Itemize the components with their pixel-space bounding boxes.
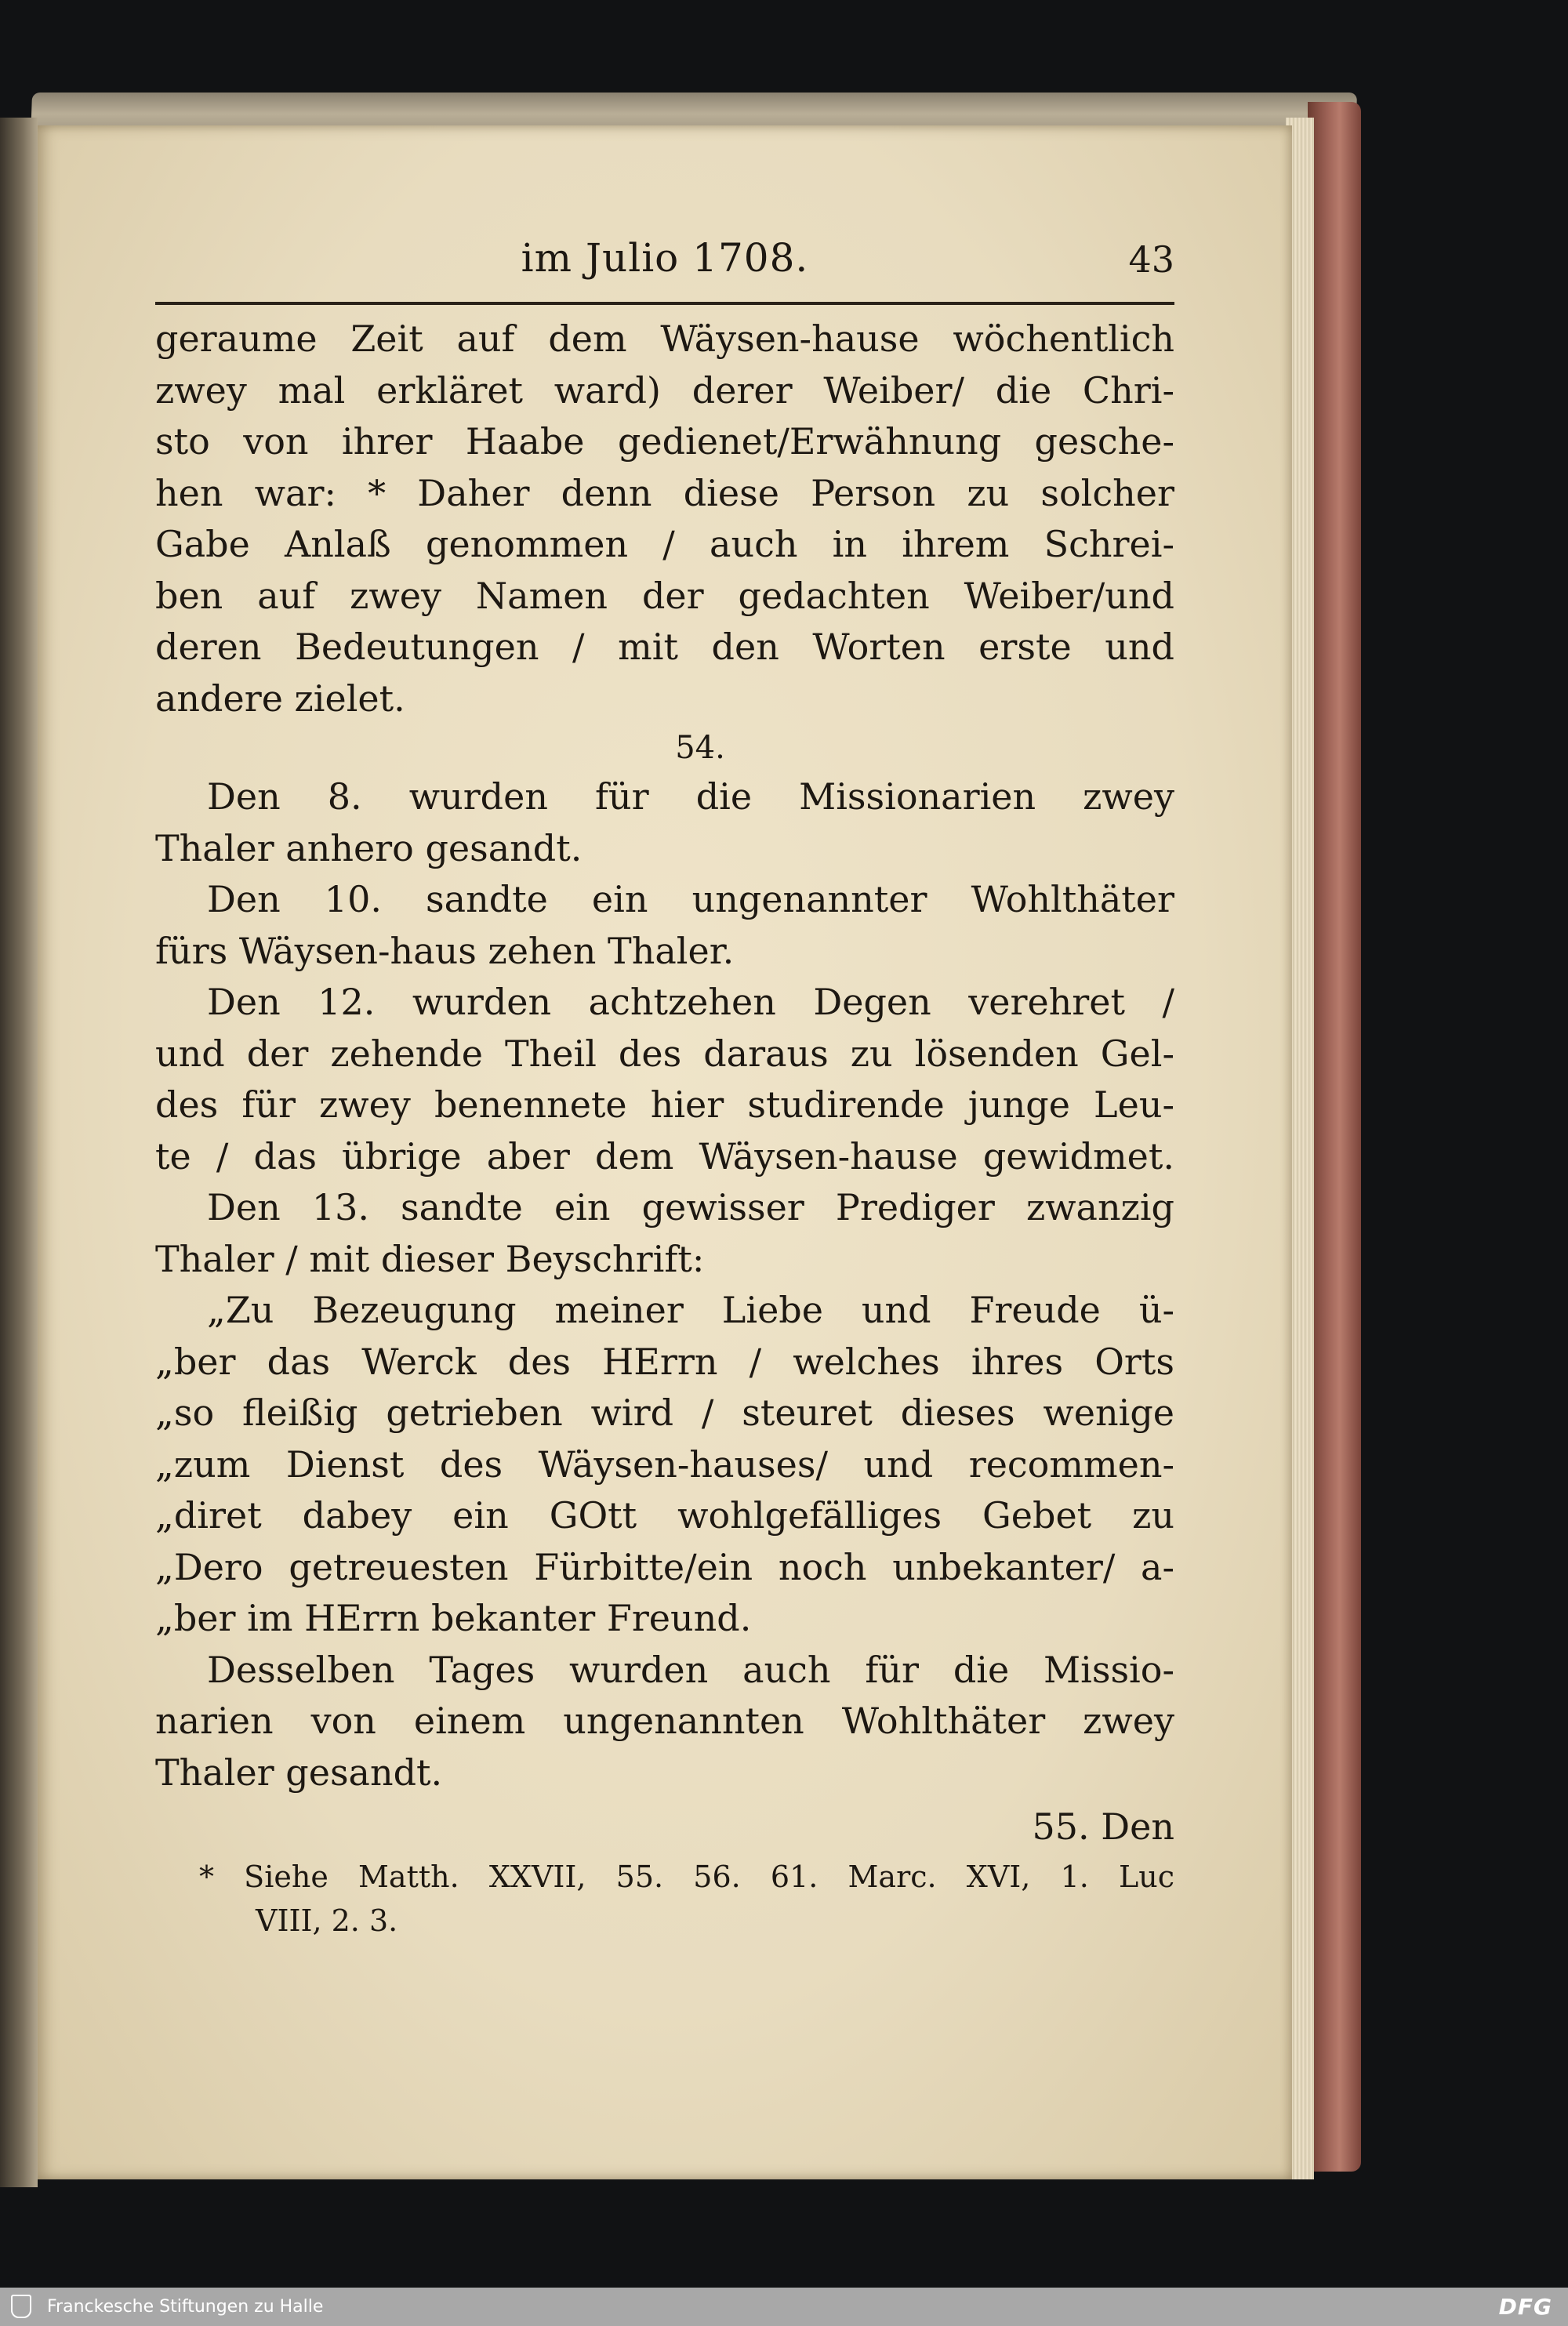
text-line: te / das übrige aber dem Wäysen-hause gewidmet. [155,1134,1174,1178]
text-line: geraume Zeit auf dem Wäysen-hause wöchentlich [155,318,1174,360]
text-line: Den 8. wurden für die Missionarien zwey [207,775,1174,818]
institution-logo-icon [11,2295,31,2318]
text-block [155,227,1174,1943]
book-page [38,125,1292,2179]
text-line: andere zielet. [155,677,405,720]
text-line: ben auf zwey Namen der gedachten Weiber/und [155,574,1174,617]
book-cover-edge [1308,102,1361,2172]
running-head-title: im Julio 1708. [521,235,809,281]
text-line: des für zwey benennete hier studirende junge Leu- [155,1083,1174,1126]
text-line: sto von ihrer Haabe gedienet/Erwähnung gesche- [155,420,1174,463]
section-number: 54. [675,730,725,766]
text-line: Thaler gesandt. [155,1751,443,1794]
viewer-footer [0,2288,1568,2326]
text-line: Gabe Anlaß genommen / auch in ihrem Schrei- [155,523,1174,565]
quote-line: „zum Dienst des Wäysen-hauses/ und recommen- [155,1442,1174,1486]
body-text [155,314,1174,1943]
text-line: Den 12. wurden achtzehen Degen verehret / [207,981,1174,1023]
quote-line: „ber im HErrn bekanter Freund. [155,1597,752,1639]
quote-line: „so fleißig getrieben wird / steuret dieses wenige [155,1392,1174,1434]
text-line: Den 13. sandte ein gewisser Prediger zwanzig [207,1186,1174,1228]
institution-name: Franckesche Stiftungen zu Halle [47,2297,324,2317]
text-line: Thaler anhero gesandt. [155,826,583,869]
book-gutter [0,118,38,2187]
footnote-line: VIII, 2. 3. [256,1903,398,1938]
text-line: fürs Wäysen-haus zehen Thaler. [155,929,735,972]
text-line: Thaler / mit dieser Beyschrift: [155,1237,705,1280]
footnote [155,1855,1174,1943]
text-line: hen war: * Daher denn diese Person zu solcher [155,471,1174,514]
text-line: narien von einem ungenannten Wohlthäter zwey [155,1700,1174,1742]
quote-line: „diret dabey ein GOtt wohlgefälliges Gebet zu [155,1494,1174,1537]
text-line: deren Bedeutungen / mit den Worten erste und [155,626,1174,668]
text-line: Den 10. sandte ein ungenannter Wohlthäter [207,878,1174,920]
quote-line: „Dero getreuesten Fürbitte/ein noch unbekanter/ a- [155,1545,1174,1588]
quote-line: „ber das Werck des HErrn / welches ihres Orts [155,1340,1174,1383]
header-rule [155,302,1174,305]
dfg-logo: DFG [1498,2294,1552,2320]
text-line: zwey mal erkläret ward) derer Weiber/ die Chri- [155,368,1174,412]
text-line: Desselben Tages wurden auch für die Missio- [207,1648,1174,1691]
page-number: 43 [1128,238,1174,281]
running-head [155,227,1174,306]
catchword: 55. Den [1032,1805,1174,1848]
quote-line: „Zu Bezeugung meiner Liebe und Freude ü- [207,1289,1174,1331]
footnote-line: * Siehe Matth. XXVII, 55. 56. 61. Marc. XVI, 1. Luc [199,1860,1174,1894]
text-line: und der zehende Theil des daraus zu lösenden Gel- [155,1032,1174,1075]
